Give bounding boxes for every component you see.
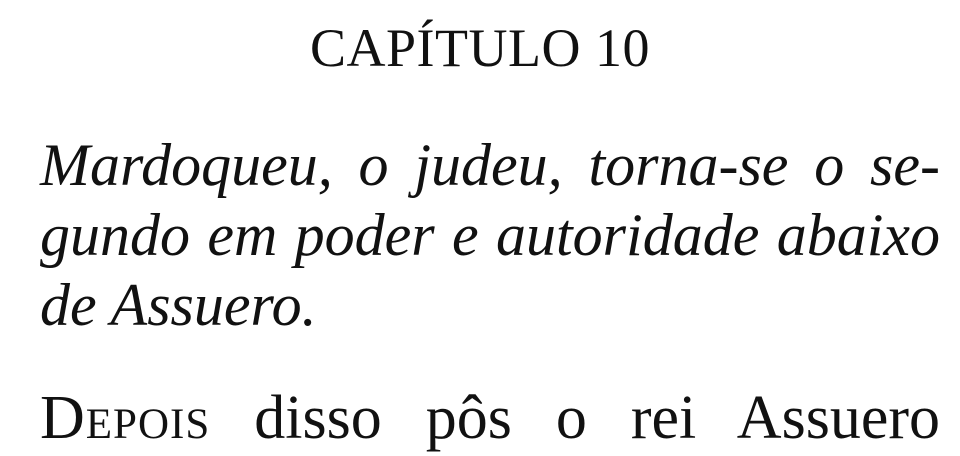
body-first-line xyxy=(40,382,940,454)
chapter-heading: CAPÍTULO 10 xyxy=(310,18,650,78)
chapter-summary xyxy=(40,130,940,340)
summary-line-1: Mardoqueu, o judeu, torna-se o se- xyxy=(40,132,940,198)
summary-line-2: gundo em poder e autoridade abaixo xyxy=(40,202,940,268)
body-first-line-text: disso pôs o rei Assuero xyxy=(210,384,940,452)
summary-line-3: de Assuero. xyxy=(40,272,317,338)
body-lead-word: Depois xyxy=(40,384,211,452)
